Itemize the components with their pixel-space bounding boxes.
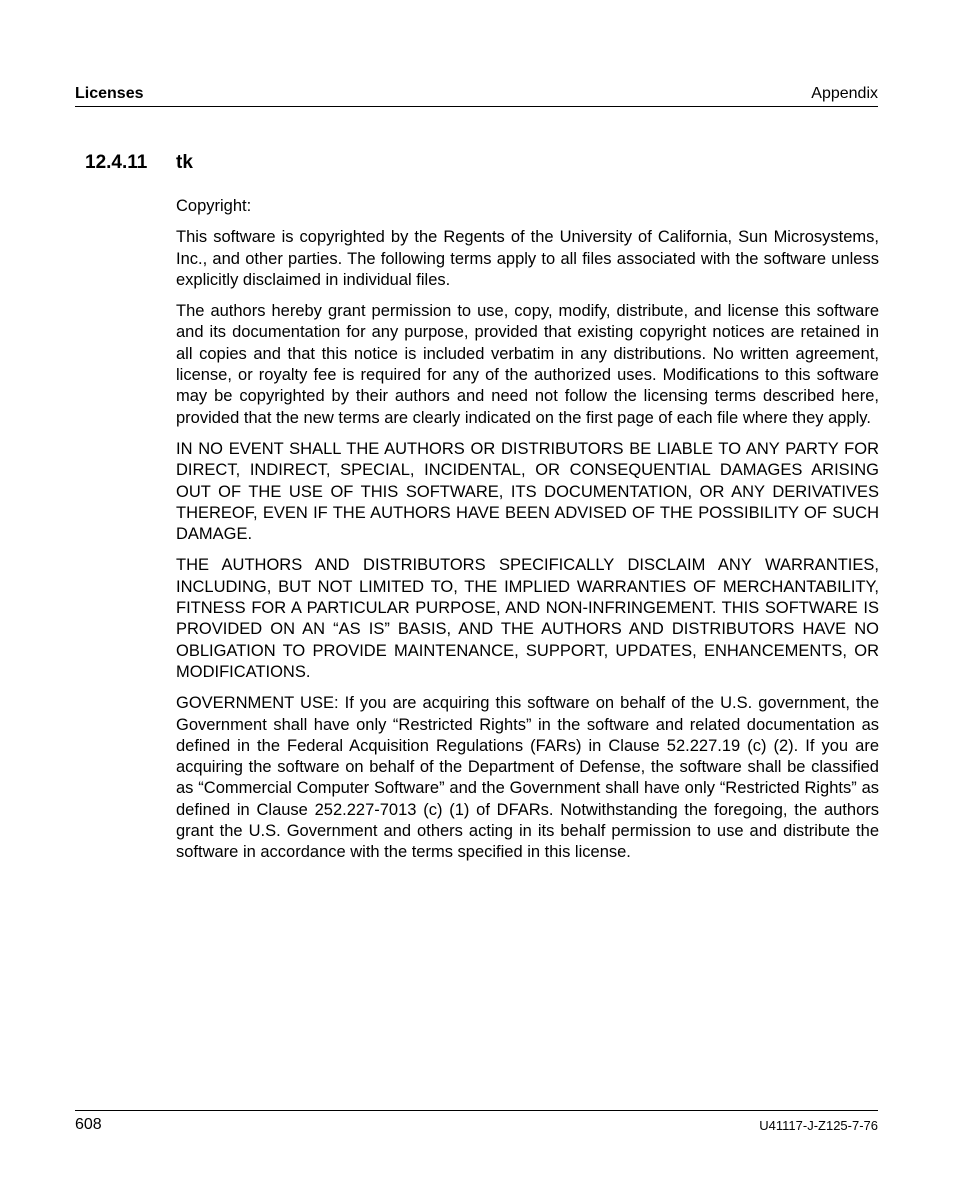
paragraph-permission-grant: The authors hereby grant permission to use, copy, modify, distribute, and license this software and its documentation for any purpose, provided that existing copyright notices are retained in all copies and that this notice is included verbatim in any distributions. No written agreement, license, or royalty fee is required for any of the authorized uses. Modifications to this software may be copyrighted by their authors and need not follow the licensing terms described here, provided that the new terms are clearly indicated on the first page of each file where they apply. xyxy=(176,302,879,427)
header-chapter-label: Licenses xyxy=(75,85,144,102)
page-header xyxy=(75,84,878,107)
paragraph-liability-disclaimer: IN NO EVENT SHALL THE AUTHORS OR DISTRIBUTORS BE LIABLE TO ANY PARTY FOR DIRECT, INDIRECT, SPECIAL, INCIDENTAL, OR CONSEQUENTIAL DAMAGES ARISING OUT OF THE USE OF THIS SOFTWARE, ITS DOCUMENTATION, OR ANY DERIVATIVES THEREOF, EVEN IF THE AUTHORS HAVE BEEN ADVISED OF THE POSSIBILITY OF SUCH DAMAGE. xyxy=(176,439,879,544)
header-section-label: Appendix xyxy=(811,85,878,102)
section-heading xyxy=(85,152,193,174)
license-body xyxy=(176,196,879,874)
page-number: 608 xyxy=(75,1116,102,1133)
section-title: tk xyxy=(176,152,193,173)
paragraph-warranty-disclaimer: THE AUTHORS AND DISTRIBUTORS SPECIFICALLY DISCLAIM ANY WARRANTIES, INCLUDING, BUT NOT LIMITED TO, THE IMPLIED WARRANTIES OF MERCHANTABILITY, FITNESS FOR A PARTICULAR PURPOSE, AND NON-INFRINGEMENT. THIS SOFTWARE IS PROVIDED ON AN “AS IS” BASIS, AND THE AUTHORS AND DISTRIBUTORS HAVE NO OBLIGATION TO PROVIDE MAINTENANCE, SUPPORT, UPDATES, ENHANCEMENTS, OR MODIFICATIONS. xyxy=(176,556,879,681)
paragraph-copyright-notice: This software is copyrighted by the Regents of the University of California, Sun Microsystems, Inc., and other parties. The following terms apply to all files associated with the software unless explicitly disclaimed in individual files. xyxy=(176,228,879,289)
page-footer xyxy=(75,1110,878,1141)
section-number: 12.4.11 xyxy=(85,152,148,173)
paragraph-copyright-label: Copyright: xyxy=(176,197,252,215)
paragraph-government-use: GOVERNMENT USE: If you are acquiring this software on behalf of the U.S. government, the Government shall have only “Restricted Rights” in the software and related documentation as defined in the Federal Acquisition Regulations (FARs) in Clause 52.227.19 (c) (2). If you are acquiring the software on behalf of the Department of Defense, the software shall be classified as “Commercial Computer Software” and the Government shall have only “Restricted Rights” as defined in Clause 252.227-7013 (c) (1) of DFARs. Notwithstanding the foregoing, the authors grant the U.S. Government and others acting in its behalf permission to use and distribute the software in accordance with the terms specified in this license. xyxy=(176,694,879,862)
document-id: U41117-J-Z125-7-76 xyxy=(759,1118,878,1133)
